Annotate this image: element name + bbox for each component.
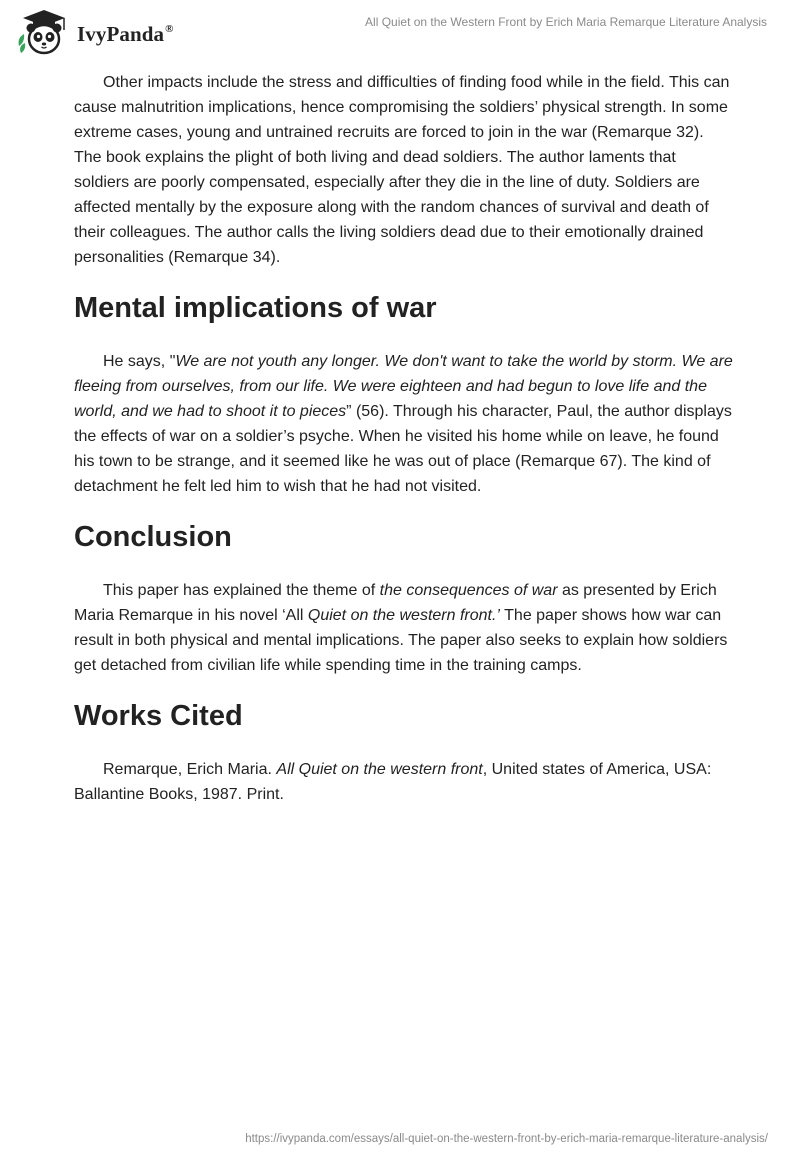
paragraph-mental-implications: He says, "We are not youth any longer. We don't want to take the world by storm. We are fleeing from ourselves, from our life. We were eighteen and had begun to love life and the world, and we had to shoot it to pieces” (56). Through his character, Paul, the author displays the effects of war on a soldier’s psyche. When he visited his home while on leave, he found his town to be strange, and it seemed like he was out of place (Remarque 67). The kind of detachment he felt led him to wish that he had not visited. [74,353,733,495]
heading-conclusion: Conclusion [74,521,232,553]
brand-name: IvyPanda® [77,21,174,46]
heading-works-cited: Works Cited [74,700,243,732]
paragraph-conclusion: This paper has explained the theme of the consequences of war as presented by Erich Maria Remarque in his novel ‘All Quiet on the western front.’ The paper shows how war can result in both physical and mental implications. The paper also seeks to explain how soldiers get detached from civilian life while spending time in the training camps. [74,582,728,674]
heading-mental-implications: Mental implications of war [74,292,437,324]
citation-entry: Remarque, Erich Maria. All Quiet on the western front, United states of America, USA: Ballantine Books, 1987. Print. [74,761,712,803]
article-body [74,70,734,807]
source-url[interactable]: https://ivypanda.com/essays/all-quiet-on-the-western-front-by-erich-maria-remarque-literature-analysis/ [245,1133,768,1145]
page-header [0,0,800,60]
ivypanda-logo[interactable] [15,8,174,56]
panda-graduate-icon [15,8,73,56]
document-title: All Quiet on the Western Front by Erich Maria Remarque Literature Analysis [365,15,767,29]
quote-text: We are not youth any longer. We don't want to take the world by storm. We are fleeing from ourselves, from our life. We were eighteen and had begun to love life and the world, and we had to shoot it to pieces [74,353,733,420]
paragraph-physical-impacts: Other impacts include the stress and difficulties of finding food while in the field. This can cause malnutrition implications, hence compromising the soldiers’ physical strength. In some extreme cases, young and untrained recruits are forced to join in the war (Remarque 32). The book explains the plight of both living and dead soldiers. The author laments that soldiers are poorly compensated, especially after they die in the line of duty. Soldiers are affected mentally by the exposure along with the random chances of survival and death of their colleagues. The author calls the living soldiers dead due to their emotionally drained personalities (Remarque 34). [74,74,730,266]
